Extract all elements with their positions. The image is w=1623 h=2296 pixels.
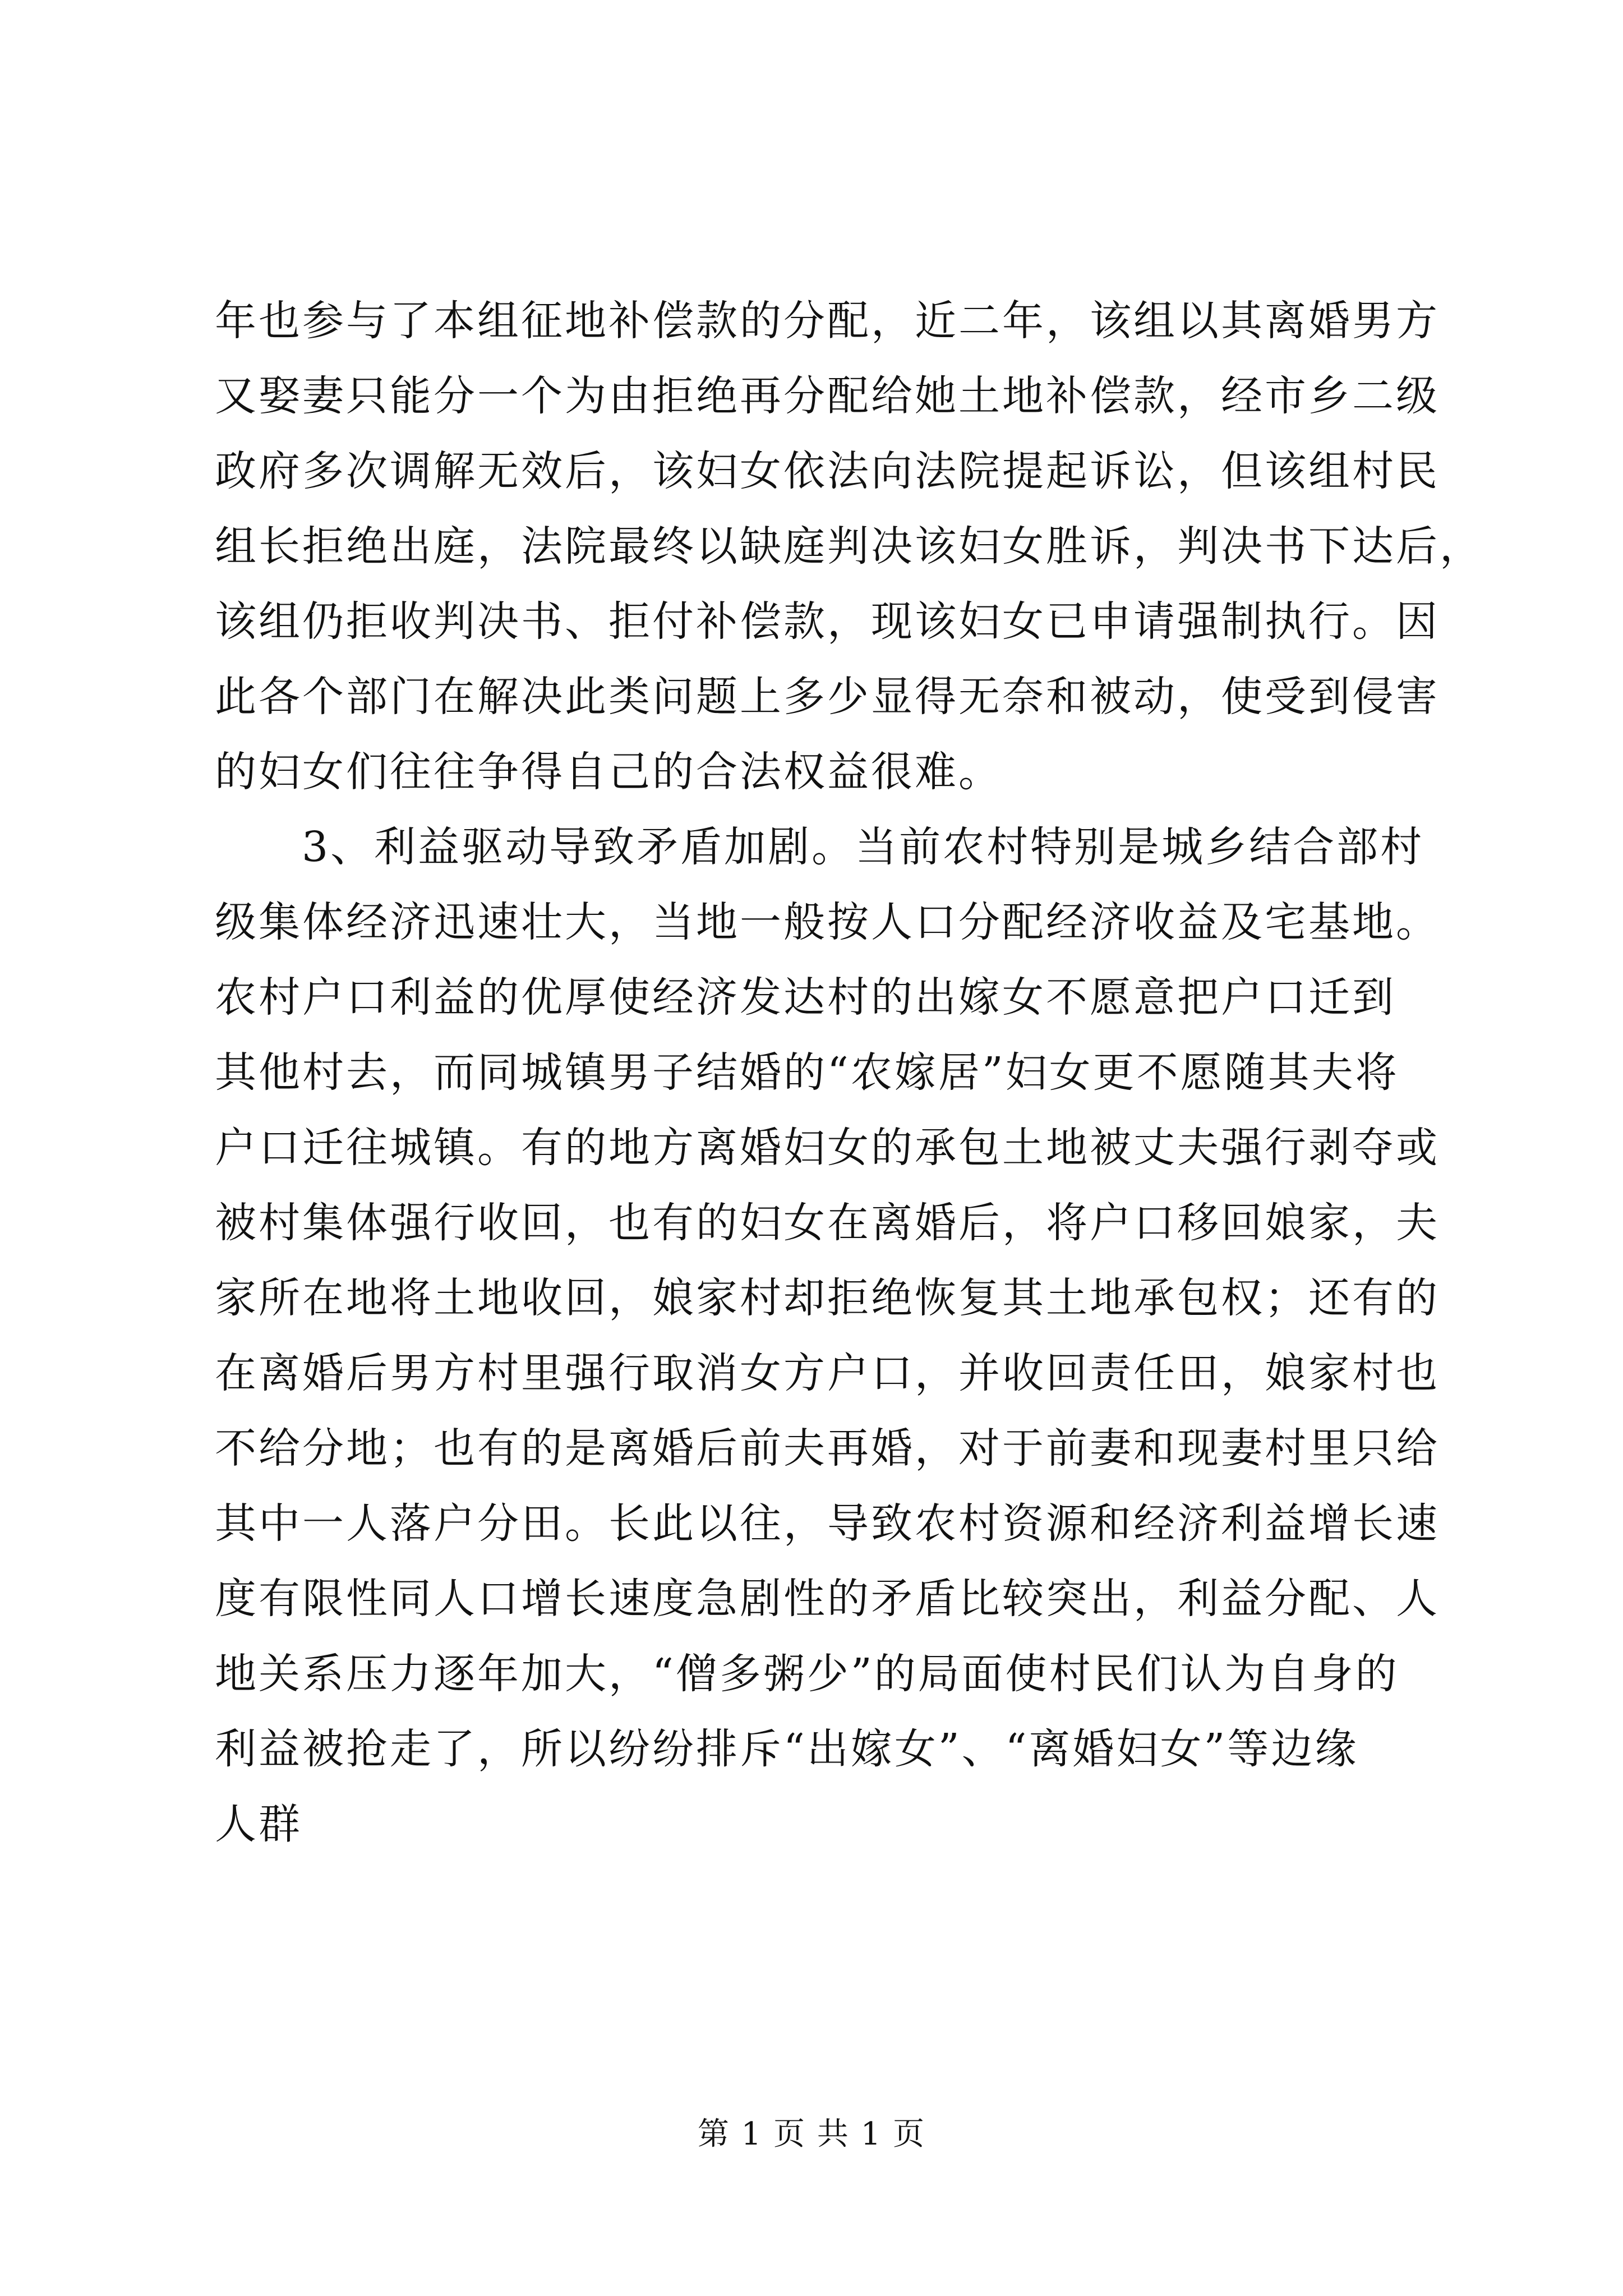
text-line: 组长拒绝出庭，法院最终以缺庭判决该妇女胜诉，判决书下达后， [215, 522, 1483, 570]
text-line: 家所在地将土地收回，娘家村却拒绝恢复其土地承包权；还有的 [215, 1274, 1440, 1322]
text-line: 度有限性同人口增长速度急剧性的矛盾比较突出，利益分配、人 [215, 1575, 1440, 1623]
text-line: 农村户口利益的优厚使经济发达村的出嫁女不愿意把户口迁到 [215, 973, 1396, 1022]
page-number: 第 1 页 共 1 页 [697, 2116, 926, 2152]
text-line: 该组仍拒收判决书、拒付补偿款，现该妇女已申请强制执行。因 [215, 597, 1440, 646]
text-line: 政府多次调解无效后，该妇女依法向法院提起诉讼，但该组村民 [215, 447, 1440, 495]
text-line: 不给分地；也有的是离婚后前夫再婚，对于前妻和现妻村里只给 [215, 1424, 1440, 1473]
text-line: 人群 [215, 1800, 302, 1848]
page-footer [0, 2115, 1623, 2154]
text-line: 其中一人落户分田。长此以往，导致农村资源和经济利益增长速 [215, 1499, 1440, 1548]
paragraph-2 [215, 809, 1440, 1862]
paragraph-1 [215, 283, 1483, 809]
text-line: 被村集体强行收回，也有的妇女在离婚后，将户口移回娘家，夫 [215, 1199, 1440, 1247]
text-line: 其他村去，而同城镇男子结婚的“农嫁居”妇女更不愿随其夫将 [215, 1048, 1399, 1097]
document-body [215, 283, 1483, 1862]
text-line: 利益被抢走了，所以纷纷排斥“出嫁女”、“离婚妇女”等边缘 [215, 1725, 1359, 1773]
text-line: 的妇女们往往争得自己的合法权益很难。 [215, 748, 1002, 796]
text-line: 地关系压力逐年加大，“僧多粥少”的局面使村民们认为自身的 [215, 1650, 1399, 1698]
text-line: 年也参与了本组征地补偿款的分配，近二年，该组以其离婚男方 [215, 297, 1440, 345]
text-line: 此各个部门在解决此类问题上多少显得无奈和被动，使受到侵害 [215, 673, 1440, 721]
text-line: 级集体经济迅速壮大，当地一般按人口分配经济收益及宅基地。 [215, 898, 1440, 946]
text-line: 在离婚后男方村里强行取消女方户口，并收回责任田，娘家村也 [215, 1349, 1440, 1397]
text-line: 户口迁往城镇。有的地方离婚妇女的承包土地被丈夫强行剥夺或 [215, 1124, 1440, 1172]
text-line-first: 3、利益驱动导致矛盾加剧。当前农村特别是城乡结合部村 [302, 823, 1424, 871]
text-line: 又娶妻只能分一个为由拒绝再分配给她土地补偿款，经市乡二级 [215, 372, 1440, 420]
